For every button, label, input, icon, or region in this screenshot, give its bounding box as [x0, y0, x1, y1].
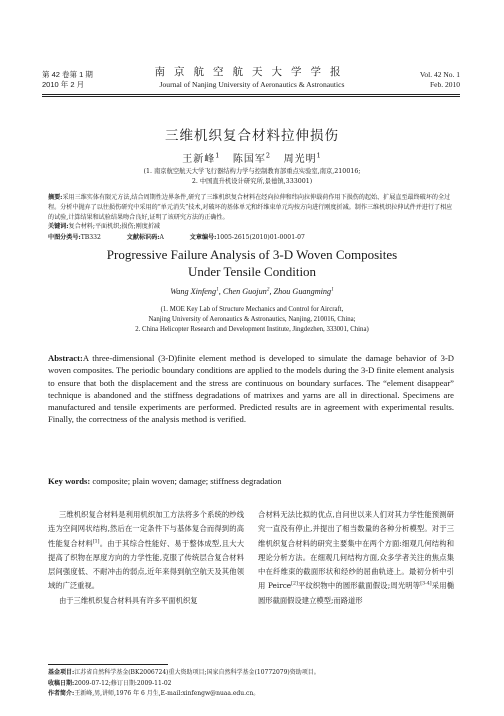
authors-en: Wang Xinfeng$^1$, Chen Guojun$^2$, Zhou Guangming$^1$ [170, 286, 334, 296]
classification-cn [48, 233, 454, 243]
header-rule-top [42, 94, 460, 95]
abstract-cn [48, 193, 454, 222]
author-2-cn: 陈国军 [232, 154, 266, 165]
doc-code-label: 文献标识码: [126, 234, 160, 241]
title-en [40, 246, 464, 280]
issue-info-cn [42, 70, 93, 90]
affiliations-cn [40, 167, 464, 187]
body-text: 合材料无法比拟的优点,自问世以来人们对其力学性能预测研究一直没有停止,并提出了相当数量的各种分析模型。对于三维机织复合材料的研究主要集中在两个方面:细观几何结构和理论分析方法。在细观几何结构方面,众多学者关注的焦点集中在纤维束的截面形状和经纱的屈曲轨迹上。最初分析中引用 Peirce [258, 510, 454, 591]
received-text: 2009-07-12;修订日期:2009-11-02 [74, 679, 172, 687]
keywords-cn [48, 222, 454, 232]
abstract-en [48, 352, 454, 426]
author-3-en: Zhou Guangming [273, 287, 332, 296]
author-1-en: Wang Xinfeng [170, 287, 217, 296]
affiliation-1b-en: Nanjing University of Aeronautics & Astronautics, Nanjing, 210016, China; [148, 316, 356, 323]
abstract-en-text: A three-dimensional (3-D)finite element method is developed to simulate the damage behavior of 3-D woven composites. The periodic boundary conditions are applied to the models during the 3-D finite element analysis to ensure that both the displacement and the stress are continuous on boundary surfaces. The “element disappear” technique is abandoned and the stiffness degradations of matrixes and yarns are all in directional. Specimens are manufactured and tensile experiments are performed. Predicted results are in agreement with experimental results. Finally, the correctness of the analysis method is verified. [48, 353, 454, 425]
issue-info-en [420, 70, 460, 90]
author-3-affil-en: 1 [331, 286, 334, 293]
authors-cn [40, 150, 464, 165]
volume-en: Vol. 42 No. 1 [419, 70, 460, 79]
author-3-affil-cn: 1 [316, 151, 322, 160]
journal-name-cn: 南京航空航天大学学报 [154, 66, 350, 78]
author-1-cn: 王新峰 [182, 154, 216, 165]
funding-label: 基金项目: [48, 669, 75, 676]
author-bio-text: 王新峰,男,讲师,1976 年 6 月生,E-mail:xinfengw@nuaa.edu.cn。 [74, 690, 260, 697]
body-column-right [258, 508, 454, 608]
citation-ref: [3-4] [420, 582, 432, 588]
keywords-cn-text: 复合材料;平面机织;损伤;刚度折减 [68, 223, 161, 230]
journal-header [120, 65, 384, 91]
title-cn: 三维机织复合材料拉伸损伤 [165, 128, 339, 144]
body-column-left [48, 508, 244, 608]
volume-cn: 第 42 卷第 1 期 [42, 70, 93, 79]
journal-name-en: Journal of Nanjing University of Aeronautics & Astronautics [159, 80, 345, 89]
funding-note [48, 668, 464, 679]
body-paragraph [48, 508, 244, 594]
clc-label: 中图分类号: [48, 234, 81, 241]
affiliation-1-cn: (1. 南京航空航天大学飞行器结构力学与控制教育部重点实验室,南京,210016; [143, 168, 361, 175]
received-note [48, 679, 464, 690]
author-2-affil-en: 2 [266, 286, 270, 293]
body-text: 三维机织复合材料是利用机织加工方法将多个系统的纱线连为空间网状结构,然后在一定条件下与基体复合而得到的高性能复合材料 [48, 510, 244, 548]
author-2-en: Chen Guojun [222, 287, 267, 296]
header-rule-bottom [42, 96, 460, 97]
author-bio-note [48, 689, 464, 700]
body-text: 采用椭圆形截面假设建立模型;而路道形 [258, 581, 455, 605]
keywords-en [48, 476, 454, 486]
affiliation-1-en: (1. MOE Key Lab of Structure Mechanics and Control for Aircraft, [160, 306, 344, 313]
footnote [48, 668, 464, 700]
received-label: 收稿日期: [48, 679, 75, 687]
article-no-label: 文章编号: [189, 234, 217, 241]
body-text: 。由于其综合性能好、易于整体成型,且大大提高了织物在厚度方向的力学性能,克服了传统层合复合材料层间强度低、不耐冲击的弱点,近年来得到航空航天及其他领域的广泛重视。 [48, 538, 244, 591]
author-3-cn: 周光明 [283, 154, 317, 165]
body-text: 平纹织物中的圆形截面假设;周光明等 [297, 581, 421, 591]
article-no-value: 1005-2615(2010)01-0001-07 [216, 234, 305, 241]
affiliations-en [40, 305, 464, 335]
date-en: Feb. 2010 [430, 80, 460, 89]
affiliation-2-en: 2. China Helicopter Research and Development Institute, Jingdezhen, 333001, China) [135, 326, 369, 333]
title-en-line-1: Progressive Failure Analysis of 3-D Woven Composites [106, 247, 398, 262]
abstract-en-label: Abstract: [48, 353, 83, 363]
funding-text: 江苏省自然科学基金(BK2006724)重大资助项目;国家自然科学基金(10772079)资助项目。 [74, 669, 320, 676]
author-1-affil-en: 1 [216, 286, 219, 293]
abstract-cn-text: 采用三维实体有限元方法,结合周期性边界条件,研究了三维机织复合材料在经向拉伸和纬向拉伸载荷作用下损伤的起始、扩展直至最终破坏的全过程。分析中抛弃了以往损伤研究中采用的“单元消失”技术,对破坏的基体单元和纤维束单元均按方向进行刚度折减。制作三维机织拉伸试件并进行了相应的试验,计算结果和试验结果吻合良好,证明了该研究方法的正确性。 [48, 194, 453, 221]
date-cn: 2010 年 2 月 [42, 80, 85, 89]
author-bio-label: 作者简介: [48, 690, 75, 697]
body-paragraph [258, 508, 454, 608]
title-en-line-2: Under Tensile Condition [187, 264, 317, 279]
clc-value: TB332 [80, 234, 101, 241]
abstract-cn-label: 摘要: [48, 194, 63, 201]
footnote-rule [48, 664, 168, 665]
author-2-affil-cn: 2 [265, 151, 272, 160]
body-paragraph [48, 594, 244, 608]
keywords-en-text: composite; plain woven; damage; stiffness degradation [92, 476, 282, 486]
body-text: 由于三维机织复合材料具有许多平面机织复 [58, 595, 198, 605]
author-1-affil-cn: 1 [215, 151, 221, 160]
affiliation-2-cn: 2. 中国直升机设计研究所,景德镇,333001) [191, 178, 313, 185]
keywords-cn-label: 关键词: [48, 223, 69, 230]
keywords-en-label: Key words: [48, 476, 91, 486]
doc-code-value: A [159, 234, 164, 241]
citation-ref: [1] [92, 539, 100, 545]
citation-ref: [2] [291, 582, 298, 588]
